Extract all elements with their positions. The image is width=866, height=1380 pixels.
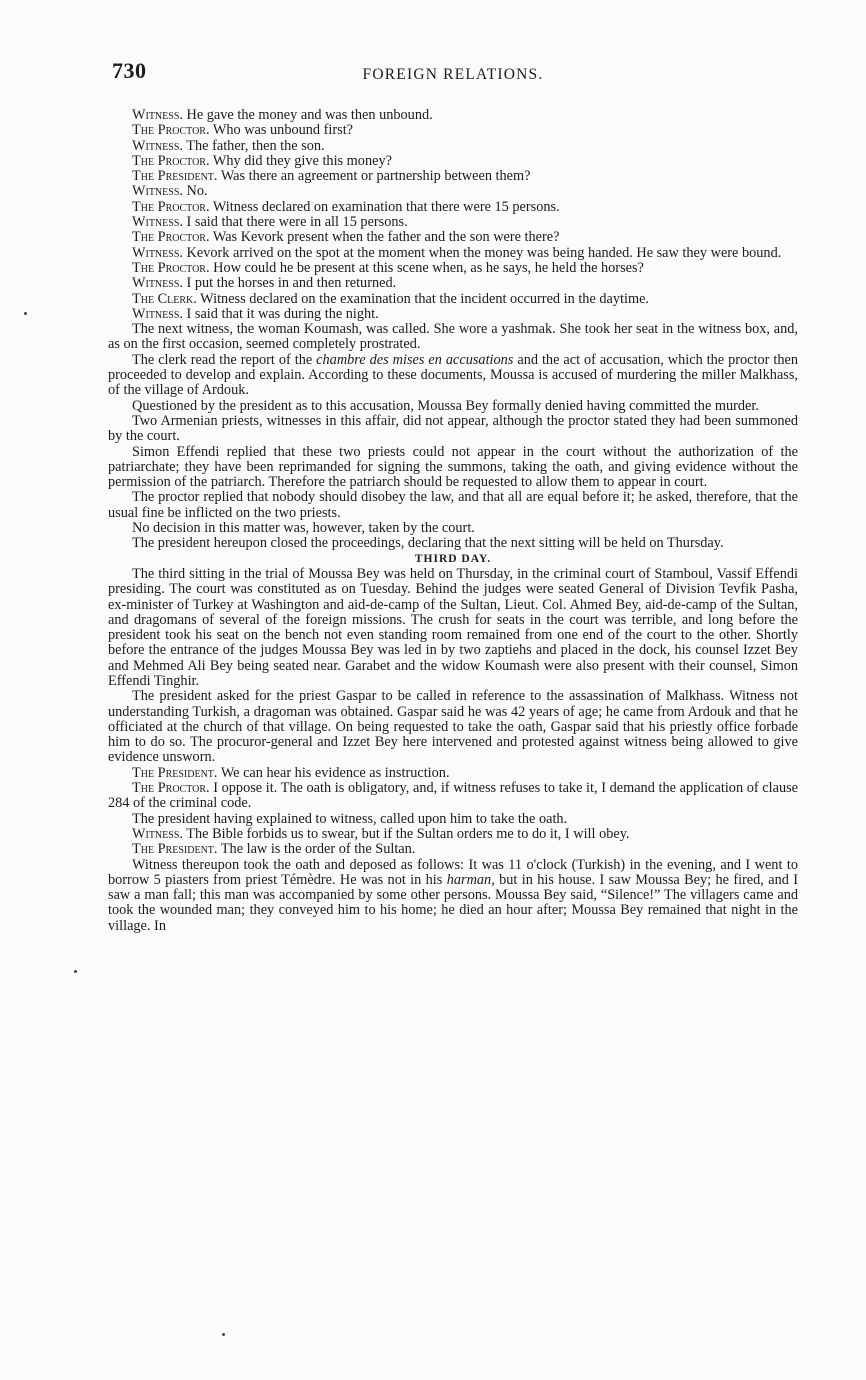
- paragraph: [108, 292, 798, 307]
- running-title: FOREIGN RELATIONS.: [362, 66, 544, 83]
- paragraph: [108, 414, 798, 445]
- paragraph: [108, 536, 798, 551]
- paragraph: [108, 812, 798, 827]
- paragraph-text: No.: [182, 183, 208, 200]
- transcript-block-2: [108, 567, 798, 934]
- paragraph: [108, 842, 798, 857]
- paragraph: [108, 858, 798, 934]
- speaker-label: Witness.: [132, 275, 183, 292]
- paragraph-text: , but in his house. I saw Moussa Bey; he fired, and I saw a man fall; this man was accompanied by some other persons. Moussa Bey said, “Silence!” The villagers came and took the wounded man; they conveyed him to his home; he died an hour after; Moussa Bey remained that night in the village. In: [108, 871, 798, 934]
- paragraph: [108, 521, 798, 536]
- speaker-label: The Proctor.: [132, 152, 210, 169]
- speaker-label: The Clerk.: [132, 290, 197, 307]
- paragraph-text: Was Kevork present when the father and the son were there?: [209, 229, 560, 246]
- speaker-label: Witness.: [132, 305, 183, 322]
- paragraph-text: The next witness, the woman Koumash, was called. She wore a yashmak. She took her seat in the witness box, and, as on the first occasion, seemed completely prostrated.: [108, 321, 798, 353]
- transcript-block-1: [108, 108, 798, 552]
- paragraph: [108, 169, 798, 184]
- paragraph: [108, 766, 798, 781]
- section-heading: THIRD DAY.: [414, 552, 492, 565]
- paragraph-text: The president asked for the priest Gaspar to be called in reference to the assassination of Malkhass. Witness not understanding Turkish, a dragoman was obtained. Gaspar said he was 42 years of age; he came from Ardouk and that he officiated at the church of that village. On being requested to take the oath, Gaspar said that his priestly office forbade him to do so. The procuror-general and Izzet Bey here intervened and protested against witness being allowed to give evidence unsworn.: [108, 688, 798, 766]
- paragraph: [108, 399, 798, 414]
- paragraph: [108, 154, 798, 169]
- paragraph-text: Witness declared on the examination that the incident occurred in the daytime.: [196, 290, 649, 307]
- margin-dot: [222, 1333, 225, 1336]
- paragraph: [108, 490, 798, 521]
- speaker-label: The President.: [132, 764, 218, 781]
- speaker-label: The President.: [132, 841, 218, 858]
- paragraph-text: Was there an agreement or partnership between them?: [217, 168, 531, 185]
- speaker-label: The Proctor.: [132, 259, 210, 276]
- paragraph: [108, 184, 798, 199]
- paragraph-text: The law is the order of the Sultan.: [217, 841, 416, 858]
- speaker-label: The Proctor.: [132, 122, 210, 139]
- paragraph: [108, 139, 798, 154]
- paragraph: [108, 567, 798, 689]
- paragraph-text: The father, then the son.: [182, 137, 325, 154]
- italic-phrase: harman: [446, 871, 492, 888]
- paragraph: [108, 353, 798, 399]
- paragraph-text: Witness thereupon took the oath and deposed as follows: It was 11 o'clock (Turkish) in the evening, and I went to borrow 5 piasters from priest Témèdre. He was not in his: [108, 856, 798, 888]
- paragraph-text: I put the horses in and then returned.: [182, 275, 397, 292]
- paragraph: [108, 200, 798, 215]
- paragraph-text: The president hereupon closed the proceedings, declaring that the next sitting will be held on Thursday.: [132, 535, 724, 552]
- paragraph: [108, 322, 798, 353]
- paragraph: [108, 781, 798, 812]
- speaker-label: Witness.: [132, 214, 183, 231]
- paragraph-text: and the act of accusation, which the proctor then proceeded to develop and explain. According to these documents, Moussa is accused of murdering the miller Malkhass, of the village of Ardouk.: [108, 351, 798, 399]
- paragraph: [108, 261, 798, 276]
- paragraph: [108, 108, 798, 123]
- paragraph-text: We can hear his evidence as instruction.: [217, 764, 450, 781]
- paragraph-text: I said that there were in all 15 persons.: [182, 214, 408, 231]
- speaker-label: The Proctor.: [132, 229, 210, 246]
- speaker-label: Witness.: [132, 825, 183, 842]
- paragraph: [108, 276, 798, 291]
- speaker-label: Witness.: [132, 183, 183, 200]
- paragraph-text: How could he be present at this scene when, as he says, he held the horses?: [209, 259, 644, 276]
- body-text: [108, 108, 798, 934]
- paragraph-text: Two Armenian priests, witnesses in this affair, did not appear, although the proctor stated they had been summoned by the court.: [108, 412, 798, 445]
- paragraph: [108, 123, 798, 138]
- margin-dot: [24, 312, 27, 315]
- paragraph-text: I oppose it. The oath is obligatory, and, if witness refuses to take it, I demand the application of clause 284 of the criminal code.: [108, 780, 798, 812]
- paragraph-text: Why did they give this money?: [209, 152, 392, 169]
- paragraph-text: No decision in this matter was, however, taken by the court.: [132, 520, 475, 537]
- running-head: [0, 66, 866, 84]
- paragraph-text: The third sitting in the trial of Moussa Bey was held on Thursday, in the criminal court of Stamboul, Vassif Effendi presiding. The court was constituted as on Tuesday. Behind the judges were seated General of Division Tevfik Pasha, ex-minister of Turkey at Washington and aid-de-camp of the Sultan, Lieut. Col. Ahmed Bey, aid-de-camp of the Sultan, and dragomans of several of the foreign missions. The crush for seats in the court was terrible, and long before the president took his seat on the bench not even standing room remained from one end of the court to the other. Shortly before the entrance of the judges Moussa Bey was led in by two zaptiehs and placed in the dock, his counsel Izzet Bey and Mehmed Ali Bey being seated near. Garabet and the widow Koumash were also present with their counsel, Simon Effendi Tinghir.: [108, 565, 798, 689]
- paragraph: [108, 230, 798, 245]
- paragraph: [108, 307, 798, 322]
- speaker-label: Witness.: [132, 244, 183, 261]
- speaker-label: Witness.: [132, 137, 183, 154]
- paragraph-text: The Bible forbids us to swear, but if the Sultan orders me to do it, I will obey.: [182, 825, 630, 842]
- paragraph-text: The president having explained to witness, called upon him to take the oath.: [132, 810, 568, 827]
- paragraph-text: The clerk read the report of the: [132, 351, 317, 368]
- paragraph-text: Simon Effendi replied that these two priests could not appear in the court without the authorization of the patriarchate; they have been reprimanded for signing the summons, taking the oath, and giving evidence without the permission of the patriarch. Therefore the patriarch should be requested to allow them to appear in court.: [108, 443, 798, 491]
- paragraph: [108, 827, 798, 842]
- paragraph-text: Who was unbound first?: [209, 122, 354, 139]
- paragraph: [108, 246, 798, 261]
- paragraph-text: Questioned by the president as to this accusation, Moussa Bey formally denied having committed the murder.: [132, 397, 759, 414]
- speaker-label: The Proctor.: [132, 198, 210, 215]
- paragraph: [108, 215, 798, 230]
- speaker-label: The President.: [132, 168, 218, 185]
- paragraph-text: Witness declared on examination that there were 15 persons.: [209, 198, 560, 215]
- paragraph-text: I said that it was during the night.: [182, 305, 379, 322]
- speaker-label: The Proctor.: [132, 780, 210, 797]
- paragraph: [108, 445, 798, 491]
- paragraph-text: The proctor replied that nobody should disobey the law, and that all are equal before it; he asked, therefore, that the usual fine be inflicted on the two priests.: [108, 489, 798, 521]
- paragraph-text: Kevork arrived on the spot at the moment when the money was being handed. He saw they were bound.: [182, 244, 782, 261]
- speaker-label: Witness.: [132, 107, 183, 123]
- italic-phrase: chambre des mises en accusations: [316, 351, 514, 368]
- margin-dot: [74, 970, 77, 973]
- page-number: 730: [112, 58, 147, 83]
- paragraph: [108, 689, 798, 765]
- paragraph-text: He gave the money and was then unbound.: [182, 107, 433, 123]
